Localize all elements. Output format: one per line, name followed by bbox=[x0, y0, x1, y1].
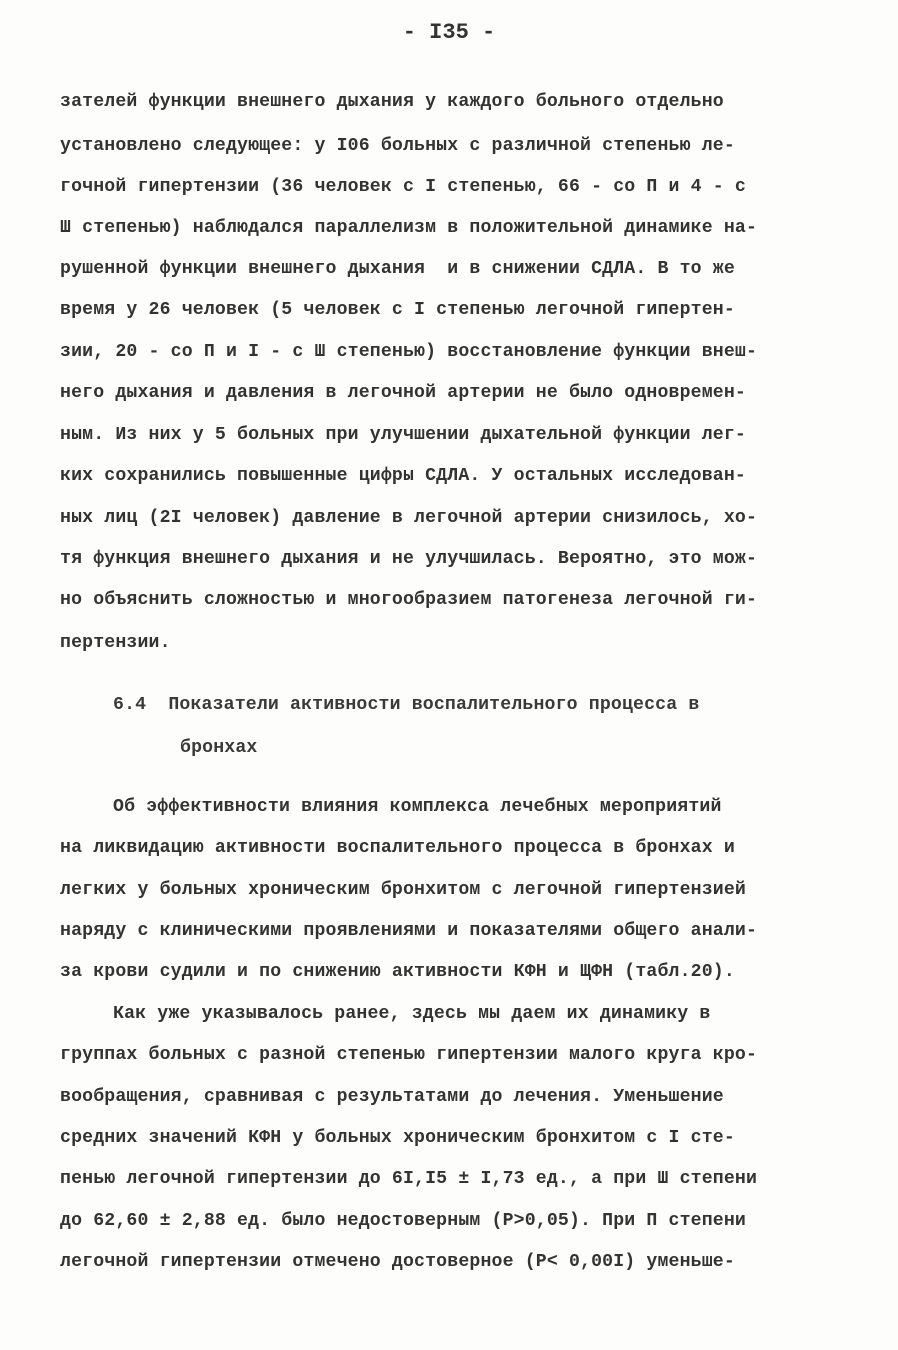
text-line: пенью легочной гипертензии до 6I,I5 ± I,73 ед., а при Ш степени bbox=[60, 1169, 758, 1189]
text-line: зии, 20 - со П и I - с Ш степенью) восстановление функции внеш- bbox=[60, 342, 758, 362]
text-line: него дыхания и давления в легочной артерии не было одновремен- bbox=[60, 383, 746, 403]
text-line: до 62,60 ± 2,88 ед. было недостоверным (Р>0,05). При П степени bbox=[60, 1211, 746, 1231]
text-line: на ликвидацию активности воспалительного процесса в бронхах и bbox=[60, 838, 735, 858]
text-line: вообращения, сравнивая с результатами до лечения. Уменьшение bbox=[60, 1087, 724, 1107]
text-line: пертензии. bbox=[60, 633, 171, 653]
text-line: Как уже указывалось ранее, здесь мы даем их динамику в bbox=[113, 1004, 711, 1024]
text-line: время у 26 человек (5 человек с I степенью легочной гипертен- bbox=[60, 300, 735, 320]
text-line: наряду с клиническими проявлениями и показателями общего анали- bbox=[60, 921, 758, 941]
heading-line: 6.4 Показатели активности воспалительного процесса в bbox=[113, 695, 700, 715]
text-line: за крови судили и по снижению активности КФН и ЩФН (табл.20). bbox=[60, 962, 735, 982]
text-line: Ш степенью) наблюдался параллелизм в положительной динамике на- bbox=[60, 218, 758, 238]
page-number: - I35 - bbox=[402, 20, 496, 45]
text-line: ных лиц (2I человек) давление в легочной артерии снизилось, хо- bbox=[60, 508, 758, 528]
heading-line: бронхах bbox=[180, 738, 258, 758]
text-line: Об эффективности влияния комплекса лечебных мероприятий bbox=[113, 797, 722, 817]
text-line: гочной гипертензии (36 человек с I степенью, 66 - со П и 4 - с bbox=[60, 177, 746, 197]
text-line: рушенной функции внешнего дыхания и в снижении СДЛА. В то же bbox=[60, 259, 735, 279]
text-line: легких у больных хроническим бронхитом с легочной гипертензией bbox=[60, 880, 746, 900]
text-line: но объяснить сложностью и многообразием патогенеза легочной ги- bbox=[60, 590, 758, 610]
text-line: установлено следующее: у I06 больных с различной степенью ле- bbox=[60, 136, 735, 156]
text-line: легочной гипертензии отмечено достоверное (Р< 0,00I) уменьше- bbox=[60, 1252, 735, 1272]
text-line: группах больных с разной степенью гипертензии малого круга кро- bbox=[60, 1045, 758, 1065]
text-line: средних значений КФН у больных хроническим бронхитом с I сте- bbox=[60, 1128, 735, 1148]
text-line: ным. Из них у 5 больных при улучшении дыхательной функции лег- bbox=[60, 425, 746, 445]
text-line: тя функция внешнего дыхания и не улучшилась. Вероятно, это мож- bbox=[60, 549, 758, 569]
text-line: зателей функции внешнего дыхания у каждого больного отдельно bbox=[60, 92, 724, 112]
text-line: ких сохранились повышенные цифры СДЛА. У остальных исследован- bbox=[60, 466, 746, 486]
